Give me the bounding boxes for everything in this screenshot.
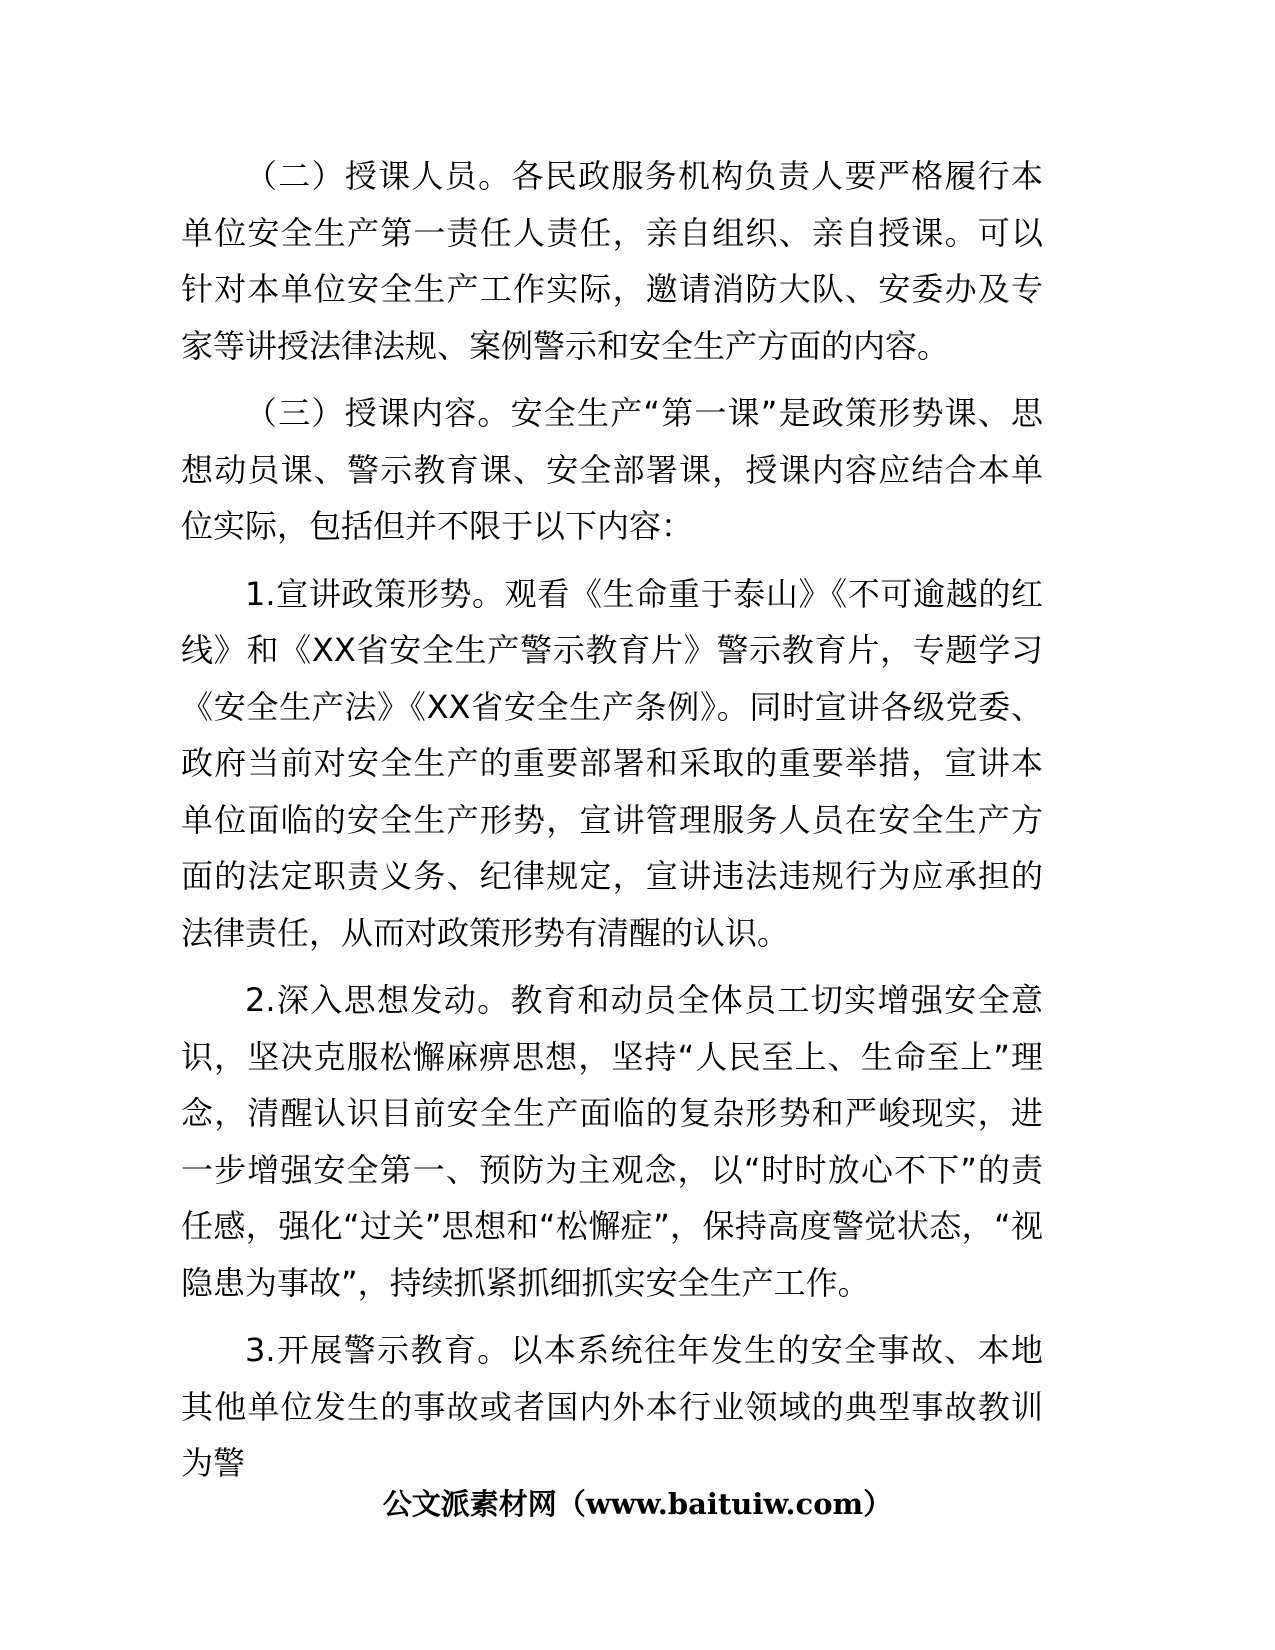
- paragraph-warning-education: 3.开展警示教育。以本系统往年发生的安全事故、本地其他单位发生的事故或者国内外本行业领域的典型事故教训为警: [181, 1331, 1043, 1482]
- footer-source-text: 公文派素材网（www.baituiw.com）: [382, 1487, 893, 1521]
- paragraph-policy-situation: 1.宣讲政策形势。观看《生命重于泰山》《不可逾越的红线》和《XX省安全生产警示教育片》警示教育片，专题学习《安全生产法》《XX省安全生产条例》。同时宣讲各级党委、政府当前对安全生产的重要部署和采取的重要举措，宣讲本单位面临的安全生产形势，宣讲管理服务人员在安全生产方面的法定职责义务、纪律规定，宣讲违法违规行为应承担的法律责任，从而对政策形势有清醒的认识。: [181, 574, 1043, 952]
- paragraph-mobilization: 2.深入思想发动。教育和动员全体员工切实增强安全意识，坚决克服松懈麻痹思想，坚持“人民至上、生命至上”理念，清醒认识目前安全生产面临的复杂形势和严峻现实，进一步增强安全第一、预防为主观念，以“时时放心不下”的责任感，强化“过关”思想和“松懈症”，保持高度警觉状态，“视隐患为事故”，持续抓紧抓细抓实安全生产工作。: [181, 981, 1043, 1302]
- paragraph-instructors: （二）授课人员。各民政服务机构负责人要严格履行本单位安全生产第一责任人责任，亲自组织、亲自授课。可以针对本单位安全生产工作实际，邀请消防大队、安委办及专家等讲授法律法规、案例警示和安全生产方面的内容。: [181, 157, 1043, 365]
- document-body: [181, 148, 1043, 1503]
- paragraph-course-content: （三）授课内容。安全生产“第一课”是政策形势课、思想动员课、警示教育课、安全部署课，授课内容应结合本单位实际，包括但并不限于以下内容：: [181, 394, 1043, 545]
